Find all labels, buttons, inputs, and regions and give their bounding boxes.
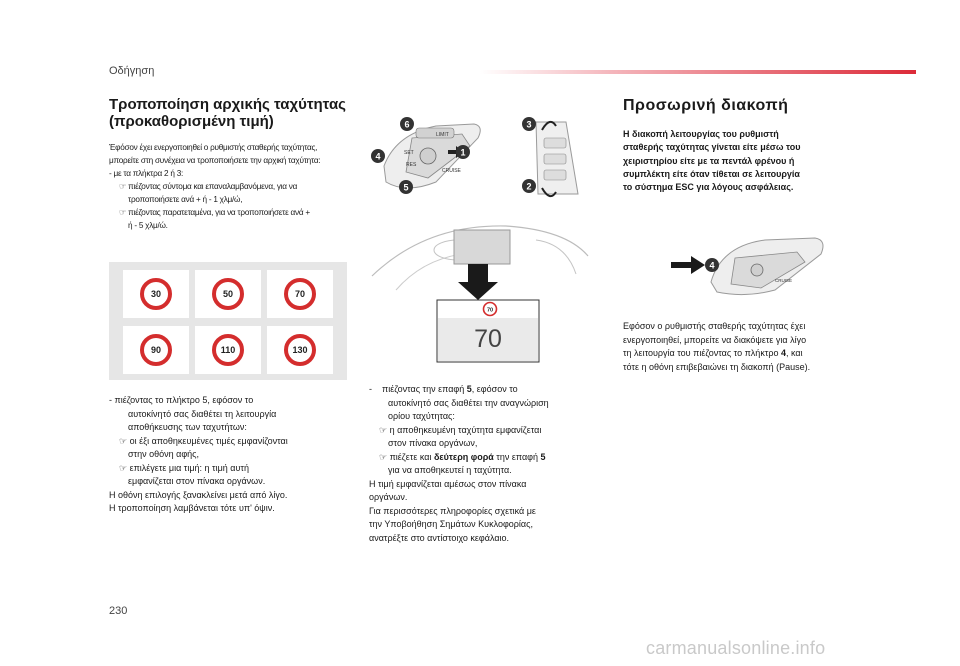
svg-text:5: 5: [403, 182, 409, 193]
speed-sign[interactable]: [123, 326, 189, 374]
text-line: αυτοκίνητό σας διαθέτει τη λειτουργία: [128, 408, 277, 419]
stalk-label: LIMIT: [436, 132, 449, 138]
text-line: τη λειτουργία του πιέζοντας το πλήκτρο 4, και: [623, 348, 803, 358]
text-line: για να αποθηκευτεί η ταχύτητα.: [388, 465, 512, 475]
stalk-label: CRUISE: [775, 278, 793, 283]
bullet-text: η αποθηκευμένη ταχύτητα εμφανίζεται: [389, 424, 542, 435]
bullet-text: οι έξι αποθηκευμένες τιμές εμφανίζονται: [129, 435, 288, 446]
text-line: αυτοκίνητό σας διαθέτει την αναγνώριση: [388, 397, 549, 408]
left-title-line1: Τροποποίηση αρχικής ταχύτητας: [109, 96, 346, 113]
callout-4-label: 4: [709, 260, 715, 271]
svg-text:2: 2: [526, 181, 532, 192]
key-5: 5: [540, 451, 546, 462]
left-title: [109, 96, 359, 130]
right-title: Προσωρινή διακοπή: [623, 97, 789, 114]
text-line: σταθερής ταχύτητας γίνεται είτε μέσω του: [623, 142, 801, 153]
text-line: ενεργοποιηθεί, μπορείτε να διακόψετε για λίγο: [623, 334, 807, 345]
text-line: Εφόσον ο ρυθμιστής σταθερής ταχύτητας έχει: [623, 321, 806, 331]
speed-sign-value: 50: [212, 278, 244, 310]
display-speed-sign-value: 70: [486, 307, 494, 314]
instrument-panel-diagram: [366, 216, 592, 364]
intro-line: ☞ πιέζοντας σύντομα και επαναλαμβανόμενα, για να: [119, 182, 298, 191]
stalk-label: CRUISE: [442, 168, 461, 174]
svg-text:4: 4: [375, 151, 381, 162]
text-line: αποθήκευσης των ταχυτήτων:: [128, 422, 247, 432]
callout-3: [522, 117, 536, 131]
text-line: - πιέζοντας την επαφή 5, εφόσον το: [369, 384, 518, 394]
text-line: ☞ η αποθηκευμένη ταχύτητα εμφανίζεται: [379, 424, 542, 435]
left-title-line2: (προκαθορισμένη τιμή): [109, 113, 274, 130]
text-line: Για περισσότερες πληροφορίες σχετικά με: [369, 505, 536, 516]
intro-bullet-text: πιέζοντας παρατεταμένα, για να τροποποιήσετε ανά +: [128, 208, 310, 217]
text-line: ☞ οι έξι αποθηκευμένες τιμές εμφανίζονται: [119, 435, 288, 446]
intro-line: ☞ πιέζοντας παρατεταμένα, για να τροποποιήσετε ανά +: [119, 208, 310, 217]
stalk-wheel: [751, 264, 763, 276]
text-line: Η τροποποίηση λαμβάνεται τότε υπ' όψιν.: [109, 503, 275, 513]
pause-button-diagram: [665, 232, 845, 298]
right-bold-text: [623, 128, 873, 194]
text-line: τότε η οθόνη επιβεβαιώνει τη διακοπή (Pause).: [623, 361, 811, 372]
speed-sign-value: 110: [212, 334, 244, 366]
text-line: - πιέζοντας το πλήκτρο 5, εφόσον το: [109, 395, 254, 405]
text-line: οργάνων.: [369, 492, 408, 502]
text-line: συμπλέκτη είτε όταν τίθεται σε λειτουργία: [623, 168, 800, 179]
callout-5: [399, 180, 413, 194]
text-line: στην οθόνη αφής,: [128, 449, 200, 459]
speed-sign-value: 90: [140, 334, 172, 366]
intro-line: ή - 5 χλμ/ώ.: [128, 221, 168, 230]
text-line: Η οθόνη επιλογής ξανακλείνει μετά από λίγο.: [109, 489, 288, 500]
middle-text: [369, 383, 609, 545]
speed-sign[interactable]: [195, 326, 261, 374]
text-line: ανατρέξτε στο αντίστοιχο κεφάλαιο.: [369, 532, 510, 543]
stalk-label: SET: [404, 150, 414, 156]
speed-sign[interactable]: [267, 326, 333, 374]
speed-sign-value: 70: [284, 278, 316, 310]
text-line: Η τιμή εμφανίζεται αμέσως στον πίνακα: [369, 478, 527, 489]
speed-sign[interactable]: [267, 270, 333, 318]
intro-line: μπορείτε στη συνέχεια να τροποποιήσετε την αρχική ταχύτητα:: [109, 156, 321, 165]
dashboard-outline: [536, 240, 576, 274]
section-label: Οδήγηση: [109, 65, 155, 77]
text-line: την Υποβοήθηση Σημάτων Κυκλοφορίας,: [369, 519, 533, 529]
speed-sign[interactable]: [195, 270, 261, 318]
svg-text:6: 6: [404, 119, 410, 130]
speed-sign-value: 130: [284, 334, 316, 366]
stalk-label: RES: [406, 162, 417, 168]
callout-4: [371, 149, 385, 163]
intro-line: Έφόσον έχει ενεργοποιηθεί ο ρυθμιστής σταθερής ταχύτητας,: [109, 143, 318, 152]
central-screen: [454, 230, 510, 264]
callout-6: [400, 117, 414, 131]
text-line: ☞ επιλέγετε μια τιμή: η τιμή αυτή: [119, 462, 249, 473]
key-5: 5: [466, 384, 472, 394]
cruise-stalk-diagram: [366, 104, 592, 204]
bullet-text: επιλέγετε μια τιμή: η τιμή αυτή: [129, 462, 249, 473]
key-4: 4: [781, 348, 787, 358]
svg-text:1: 1: [460, 147, 466, 158]
svg-text:3: 3: [526, 119, 532, 130]
display-speed-value: 70: [474, 325, 502, 353]
speed-sign[interactable]: [123, 270, 189, 318]
emphasis: δεύτερη φορά: [433, 451, 494, 462]
header-accent-bar: [480, 70, 916, 74]
intro-line: τροποποιήσετε ανά + ή - 1 χλμ/ώ,: [128, 195, 243, 204]
text-line: ☞ πιέζετε και δεύτερη φορά την επαφή 5: [379, 451, 546, 462]
watermark: carmanualsonline.info: [646, 638, 826, 658]
speed-sign-value: 30: [140, 278, 172, 310]
intro-bullet-text: πιέζοντας σύντομα και επαναλαμβανόμενα, για να: [128, 182, 298, 191]
page-number: 230: [109, 605, 128, 617]
steering-stalk-side-view: [536, 122, 578, 196]
callout-2: [522, 179, 536, 193]
text-line: ορίου ταχύτητας:: [388, 411, 455, 421]
right-text: [623, 320, 883, 374]
text-line: Η διακοπή λειτουργίας του ρυθμιστή: [623, 129, 779, 139]
text-line: χειριστηρίου είτε με τα πεντάλ φρένου ή: [623, 155, 795, 166]
pointer-arrow-icon: [671, 256, 705, 274]
left-bottom-text: [109, 394, 359, 516]
text-line: στον πίνακα οργάνων,: [388, 438, 478, 448]
speed-signs-panel: [109, 262, 347, 380]
text-line: εμφανίζεται στον πίνακα οργάνων.: [128, 476, 266, 486]
intro-line: - με τα πλήκτρα 2 ή 3:: [109, 169, 184, 178]
pointer-arrow-icon: [458, 264, 498, 300]
left-intro: [109, 141, 354, 232]
text-line: το σύστημα ESC για λόγους ασφάλειας.: [623, 182, 794, 193]
